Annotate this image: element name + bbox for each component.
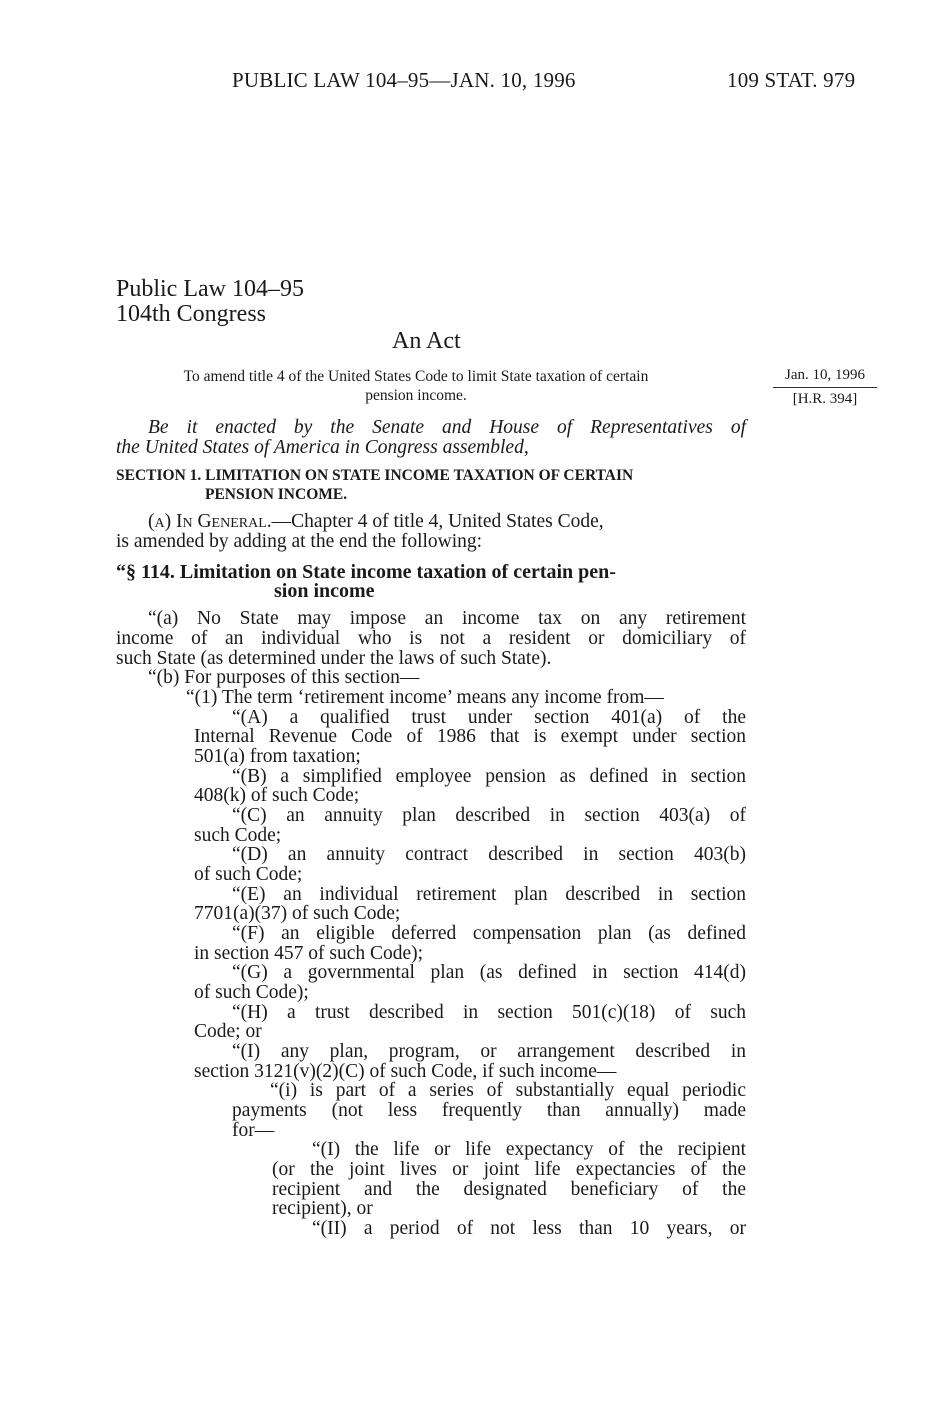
- text-line: income of an individual who is not a resident or domiciliary of: [116, 628, 746, 649]
- text-line: “(F) an eligible deferred compensation plan (as defined: [232, 923, 746, 944]
- section-114-heading-line-2: sion income: [274, 580, 375, 602]
- law-number: Public Law 104–95: [116, 276, 304, 302]
- text-line: section 3121(v)(2)(C) of such Code, if such income—: [194, 1061, 617, 1082]
- purpose-statement: [116, 367, 716, 405]
- text-line: “(G) a governmental plan (as defined in section 414(d): [232, 962, 746, 983]
- text-line: Code; or: [194, 1021, 262, 1042]
- text-line: “(B) a simplified employee pension as defined in section: [232, 766, 746, 787]
- text-line: “(H) a trust described in section 501(c)(18) of such: [232, 1002, 746, 1023]
- purpose-line-2: pension income.: [365, 387, 467, 404]
- running-header-right: 109 STAT. 979: [727, 68, 856, 92]
- text-line: 501(a) from taxation;: [194, 746, 361, 767]
- text-line: “(C) an annuity plan described in section 403(a) of: [232, 805, 746, 826]
- enacting-clause-line-2: the United States of America in Congress assembled,: [116, 437, 529, 458]
- purpose-line-1: To amend title 4 of the United States Code to limit State taxation of certain: [183, 368, 649, 385]
- text-line: recipient), or: [272, 1198, 373, 1219]
- text-line: 7701(a)(37) of such Code;: [194, 903, 401, 924]
- text-line: “(A) a qualified trust under section 401(a) of the: [232, 707, 746, 728]
- text-line: in section 457 of such Code);: [194, 943, 424, 964]
- section-114-heading-line-1: “§ 114. Limitation on State income taxation of certain pen-: [116, 561, 616, 583]
- text-line: such State (as determined under the laws of such State).: [116, 648, 552, 669]
- enacting-clause-line-1: Be it enacted by the Senate and House of Representatives of: [148, 417, 746, 438]
- text-line: “(1) The term ‘retirement income’ means any income from—: [186, 687, 664, 708]
- text-line: “(I) any plan, program, or arrangement described in: [232, 1041, 746, 1062]
- text-line: “(I) the life or life expectancy of the recipient: [312, 1139, 746, 1160]
- section-1-heading-line-2: PENSION INCOME.: [205, 486, 348, 503]
- text-line: 408(k) of such Code;: [194, 785, 360, 806]
- margin-note-date: Jan. 10, 1996: [785, 367, 865, 383]
- text-line: “(D) an annuity contract described in section 403(b): [232, 844, 746, 865]
- section-1-heading-line-1: SECTION 1. LIMITATION ON STATE INCOME TAXATION OF CERTAIN: [116, 467, 634, 484]
- margin-note: [773, 364, 877, 410]
- text-line: such Code;: [194, 825, 282, 846]
- congress-number: 104th Congress: [116, 301, 266, 327]
- text-line: “(E) an individual retirement plan described in section: [232, 884, 746, 905]
- subsection-a-text: —Chapter 4 of title 4, United States Code,: [271, 511, 604, 532]
- subsection-a-line-1: [148, 512, 746, 532]
- text-line: of such Code);: [194, 982, 309, 1003]
- margin-note-bill: [H.R. 394]: [792, 391, 858, 407]
- text-line: “(b) For purposes of this section—: [148, 667, 420, 688]
- subsection-a-line-2: is amended by adding at the end the following:: [116, 531, 483, 552]
- subsection-a-label: (a) In General.: [148, 511, 272, 532]
- text-line: Internal Revenue Code of 1986 that is exempt under section: [194, 726, 746, 747]
- text-line: for—: [232, 1120, 275, 1141]
- text-line: payments (not less frequently than annually) made: [232, 1100, 746, 1121]
- text-line: “(i) is part of a series of substantially equal periodic: [270, 1080, 746, 1101]
- text-line: “(II) a period of not less than 10 years, or: [312, 1218, 746, 1239]
- running-header-left: PUBLIC LAW 104–95—JAN. 10, 1996: [232, 68, 576, 92]
- act-title: An Act: [392, 328, 461, 354]
- text-line: of such Code;: [194, 864, 303, 885]
- text-line: recipient and the designated beneficiary of the: [272, 1179, 746, 1200]
- text-line: “(a) No State may impose an income tax on any retirement: [148, 608, 746, 629]
- text-line: (or the joint lives or joint life expectancies of the: [272, 1159, 746, 1180]
